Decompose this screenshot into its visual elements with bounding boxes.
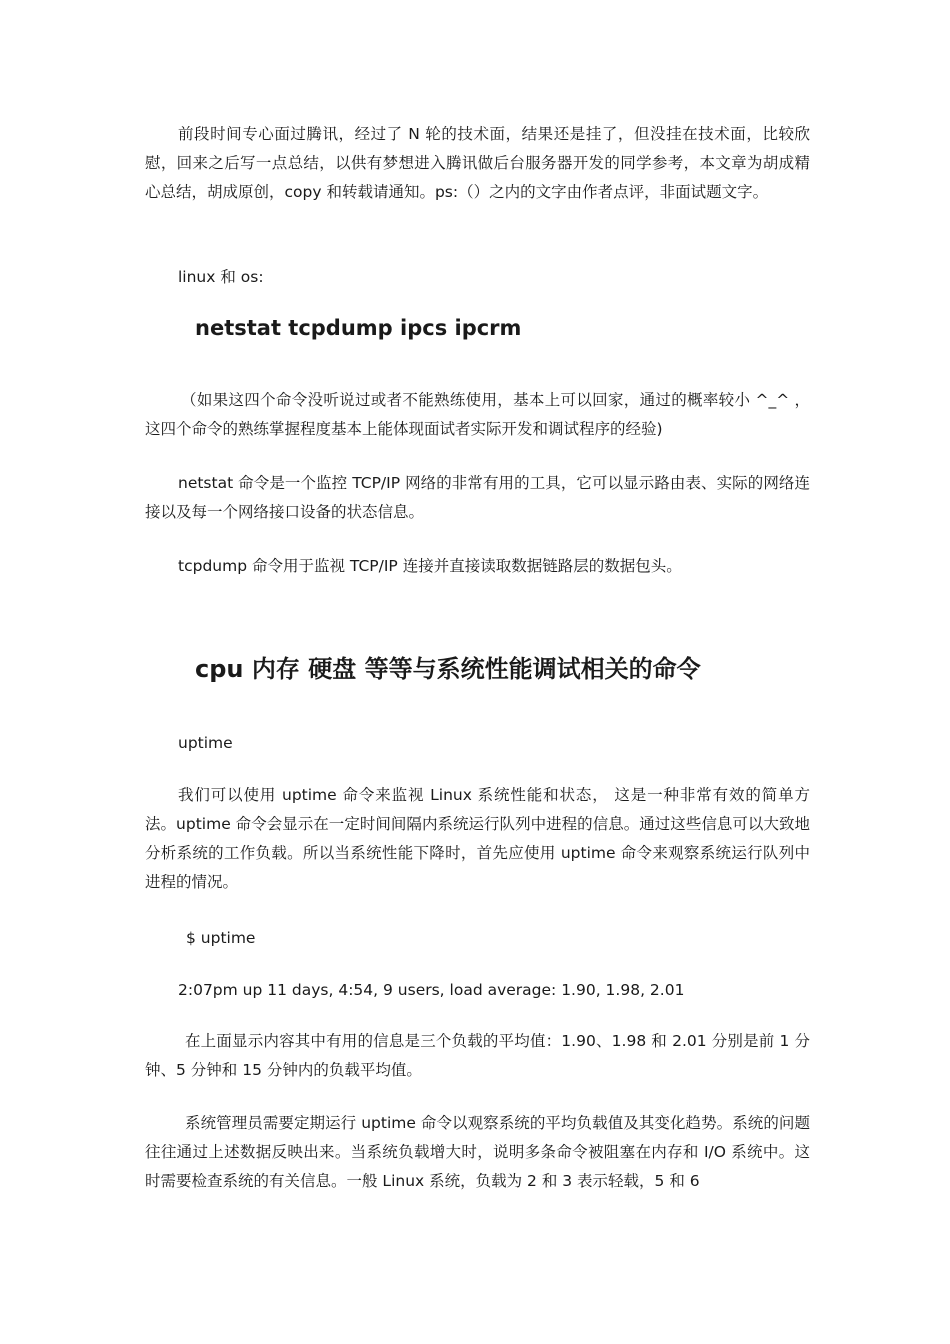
note-paragraph: （如果这四个命令没听说过或者不能熟练使用，基本上可以回家，通过的概率较小 ^_^ ，这四个命令的熟练掌握程度基本上能体现面试者实际开发和调试程序的经验): [145, 391, 810, 438]
netstat-paragraph: netstat 命令是一个监控 TCP/IP 网络的非常有用的工具，它可以显示路由表、实际的网络连接以及每一个网络接口设备的状态信息。: [145, 474, 810, 521]
uptime-paragraph: 我们可以使用 uptime 命令来监视 Linux 系统性能和状态， 这是一种非常有效的简单方法。uptime 命令会显示在一定时间间隔内系统运行队列中进程的信息。通过这些信息可以大致地分析系统的工作负载。所以当系统性能下降时，首先应使用 uptime 命令来观察系统运行队列中进程的情况。: [145, 786, 810, 891]
admin-note-paragraph: 系统管理员需要定期运行 uptime 命令以观察系统的平均负载值及其变化趋势。系统的问题往往通过上述数据反映出来。当系统负载增大时，说明多条命令被阻塞在内存和 I/O 系统中。这时需要检查系统的有关信息。一般 Linux 系统，负载为 2 和 3 表示轻载，5 和 6: [145, 1114, 810, 1190]
tcpdump-paragraph: tcpdump 命令用于监视 TCP/IP 连接并直接读取数据链路层的数据包头。: [178, 557, 682, 575]
intro-paragraph: 前段时间专心面过腾讯，经过了 N 轮的技术面，结果还是挂了，但没挂在技术面，比较欣慰，回来之后写一点总结，以供有梦想进入腾讯做后台服务器开发的同学参考，本文章为胡成精心总结，胡成原创，copy 和转载请通知。ps:（）之内的文字由作者点评，非面试题文字。: [145, 125, 810, 201]
performance-heading: [195, 652, 701, 686]
commands-heading: netstat tcpdump ipcs ipcrm: [195, 316, 522, 340]
load-explain-paragraph: 在上面显示内容其中有用的信息是三个负载的平均值：1.90、1.98 和 2.01 分别是前 1 分钟、5 分钟和 15 分钟内的负载平均值。: [145, 1032, 810, 1079]
uptime-output: 2:07pm up 11 days, 4:54, 9 users, load average: 1.90, 1.98, 2.01: [178, 981, 685, 999]
performance-heading-rest: 内存 硬盘 等等与系统性能调试相关的命令: [243, 655, 701, 683]
performance-heading-bold: cpu: [195, 655, 244, 683]
uptime-label: uptime: [178, 734, 233, 752]
uptime-command: $ uptime: [186, 929, 256, 947]
linux-os-label: linux 和 os:: [178, 268, 264, 286]
